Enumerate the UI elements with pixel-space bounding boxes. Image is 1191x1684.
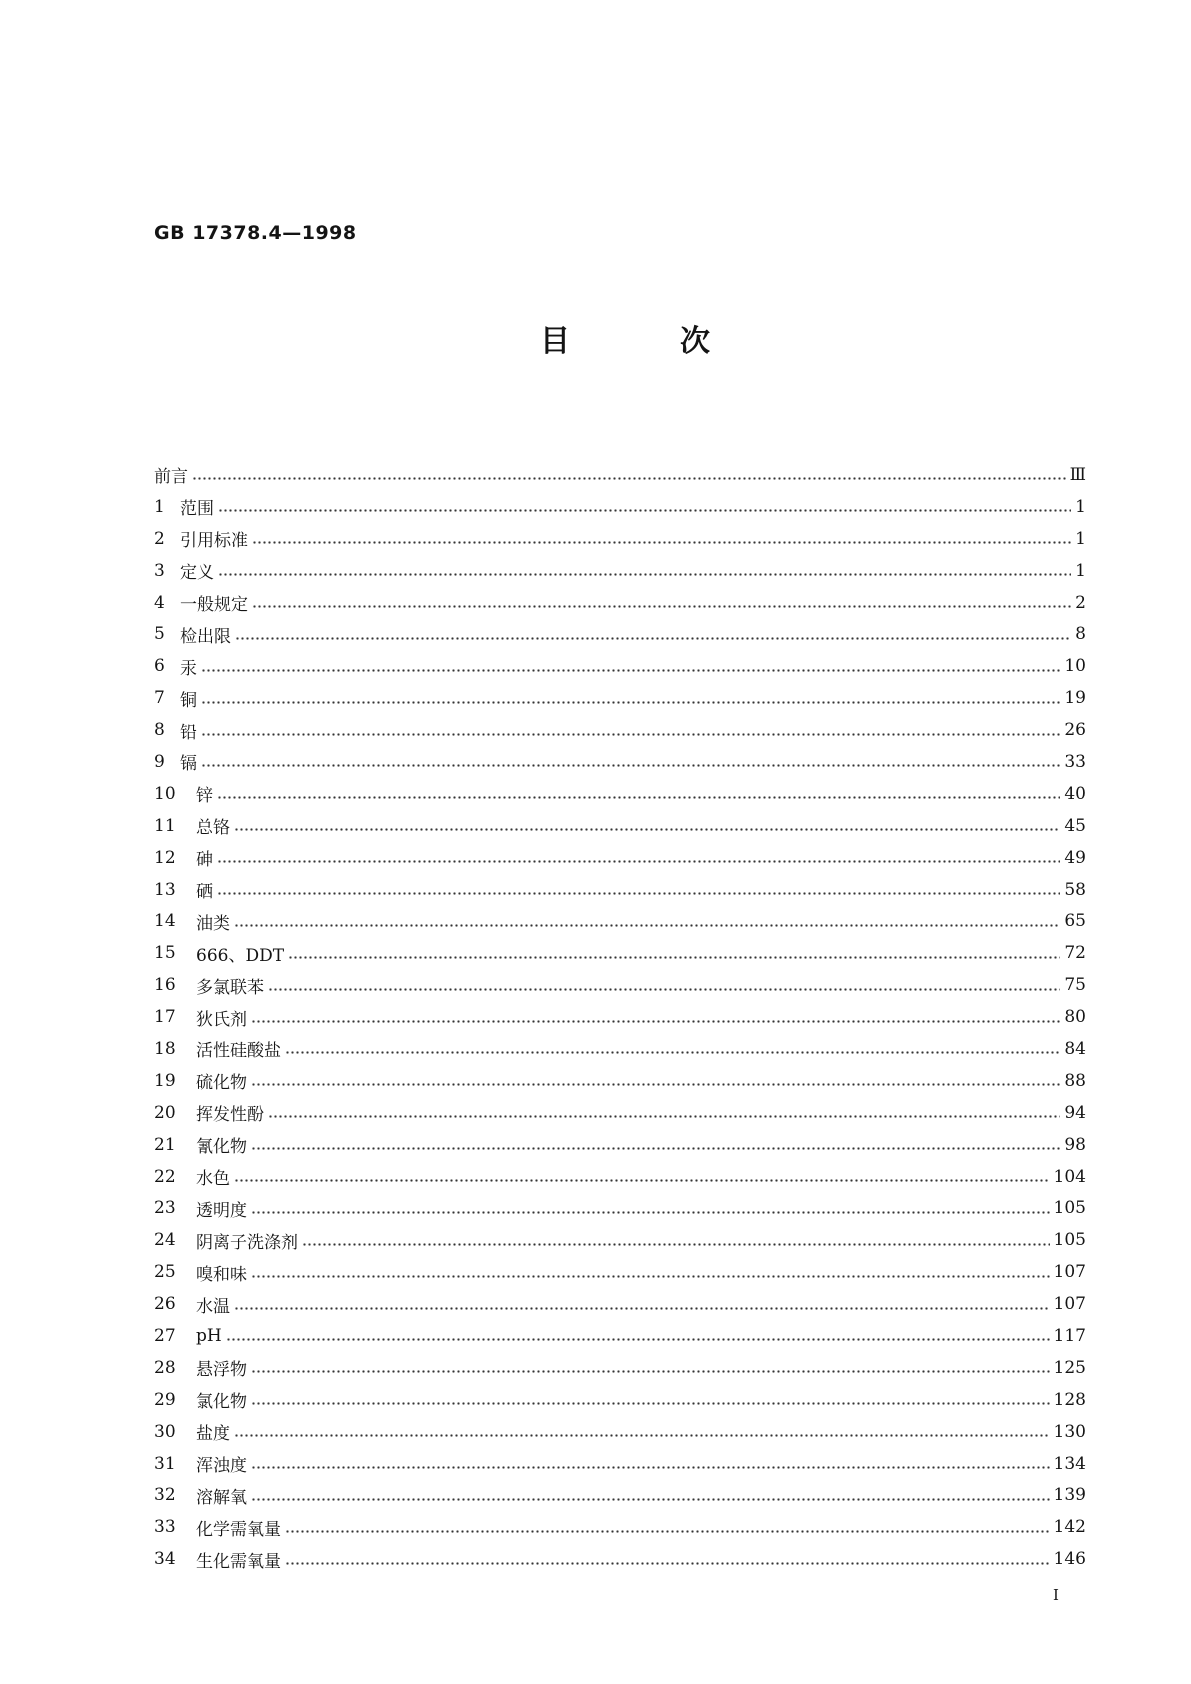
page-title xyxy=(540,316,710,360)
toc-entry-number: 18 xyxy=(154,1038,176,1059)
toc-entry-label: 前言 xyxy=(154,467,188,488)
toc-entry-number: 27 xyxy=(154,1325,176,1346)
dot-leader xyxy=(226,1338,1050,1341)
toc-entry[interactable] xyxy=(154,1352,1086,1384)
toc-entry-number: 34 xyxy=(154,1549,176,1570)
toc-entry-number: 14 xyxy=(154,911,176,932)
toc-entry[interactable] xyxy=(154,1065,1086,1097)
toc-entry[interactable] xyxy=(154,1192,1086,1224)
dot-leader xyxy=(234,924,1060,927)
dot-leader xyxy=(268,1115,1060,1118)
toc-entry-label: 总铬 xyxy=(196,818,230,839)
toc-entry-page: 49 xyxy=(1064,847,1086,868)
toc-entry-label: 镉 xyxy=(180,754,197,775)
toc-entry-page: 117 xyxy=(1053,1325,1086,1346)
toc-entry-page: 72 xyxy=(1064,943,1086,964)
dot-leader xyxy=(218,509,1071,512)
toc-entry[interactable] xyxy=(154,1384,1086,1416)
toc-entry[interactable] xyxy=(154,618,1086,650)
toc-entry[interactable] xyxy=(154,1097,1086,1129)
dot-leader xyxy=(302,1243,1050,1246)
toc-entry[interactable] xyxy=(154,1288,1086,1320)
dot-leader xyxy=(285,1530,1050,1533)
page-number: I xyxy=(1053,1586,1059,1604)
toc-entry-number: 32 xyxy=(154,1485,176,1506)
toc-entry-label: 水色 xyxy=(196,1169,230,1190)
toc-entry-number: 4 xyxy=(154,592,165,613)
toc-entry[interactable] xyxy=(154,1256,1086,1288)
toc-entry-label: 挥发性酚 xyxy=(196,1105,264,1126)
dot-leader xyxy=(235,637,1071,640)
toc-entry[interactable] xyxy=(154,1448,1086,1480)
toc-entry-page: 33 xyxy=(1064,751,1086,772)
toc-entry-label: 氯化物 xyxy=(196,1392,247,1413)
toc-entry-label: 定义 xyxy=(180,563,214,584)
toc-entry-number: 3 xyxy=(154,560,165,581)
toc-entry[interactable] xyxy=(154,1001,1086,1033)
toc-entry-page: 84 xyxy=(1064,1038,1086,1059)
toc-entry-number: 22 xyxy=(154,1166,176,1187)
toc-entry-label: 范围 xyxy=(180,499,214,520)
toc-entry-page: 142 xyxy=(1053,1517,1086,1538)
toc-entry[interactable] xyxy=(154,874,1086,906)
toc-entry[interactable] xyxy=(154,1033,1086,1065)
toc-entry[interactable] xyxy=(154,778,1086,810)
toc-entry-page: 130 xyxy=(1053,1421,1086,1442)
dot-leader xyxy=(234,828,1060,831)
toc-entry-label: 汞 xyxy=(180,658,197,679)
toc-entry[interactable] xyxy=(154,905,1086,937)
toc-entry-label: 水温 xyxy=(196,1296,230,1317)
toc-entry-page: 1 xyxy=(1075,528,1086,549)
toc-entry-number: 33 xyxy=(154,1517,176,1538)
toc-entry-number: 21 xyxy=(154,1134,176,1155)
dot-leader xyxy=(217,860,1060,863)
toc-entry-number: 6 xyxy=(154,656,165,677)
toc-entry-label: 铅 xyxy=(180,722,197,743)
toc-entry[interactable] xyxy=(154,650,1086,682)
toc-entry-number: 11 xyxy=(154,815,176,836)
toc-entry-page: 107 xyxy=(1053,1262,1086,1283)
toc-entry-number: 2 xyxy=(154,528,165,549)
dot-leader xyxy=(234,1307,1050,1310)
toc-entry[interactable] xyxy=(154,969,1086,1001)
toc-entry-page: 40 xyxy=(1064,783,1086,804)
toc-entry-label: 狄氏剂 xyxy=(196,1009,247,1030)
toc-entry-label: 浑浊度 xyxy=(196,1456,247,1477)
toc-entry[interactable] xyxy=(154,810,1086,842)
toc-entry[interactable] xyxy=(154,555,1086,587)
toc-entry-page: 105 xyxy=(1053,1198,1086,1219)
toc-entry-number: 31 xyxy=(154,1453,176,1474)
toc-entry-page: Ⅲ xyxy=(1069,464,1086,485)
toc-entry-label: 透明度 xyxy=(196,1200,247,1221)
toc-entry-number: 1 xyxy=(154,496,165,517)
toc-entry-label: pH xyxy=(196,1325,222,1346)
toc-entry-label: 引用标准 xyxy=(180,531,248,552)
standard-number: GB 17378.4—1998 xyxy=(154,222,357,244)
toc-entry-label: 溶解氧 xyxy=(196,1487,247,1508)
toc-entry-label: 铜 xyxy=(180,690,197,711)
toc-entry-page: 80 xyxy=(1064,1007,1086,1028)
toc-entry-number: 9 xyxy=(154,751,165,772)
toc-entry[interactable] xyxy=(154,1511,1086,1543)
toc-entry-number: 30 xyxy=(154,1421,176,1442)
toc-entry-number: 28 xyxy=(154,1357,176,1378)
toc-entry-label: 多氯联苯 xyxy=(196,977,264,998)
toc-entry[interactable] xyxy=(154,491,1086,523)
dot-leader xyxy=(251,1020,1060,1023)
dot-leader xyxy=(251,1147,1060,1150)
toc-entry[interactable] xyxy=(154,1320,1086,1352)
toc-entry-label: 一般规定 xyxy=(180,595,248,615)
toc-entry-page: 2 xyxy=(1075,592,1086,613)
toc-entry-label: 阴离子洗涤剂 xyxy=(196,1232,298,1253)
toc-entry-page: 94 xyxy=(1064,1102,1086,1123)
toc-entry[interactable] xyxy=(154,1129,1086,1161)
toc-entry-label: 油类 xyxy=(196,913,230,934)
toc-entry[interactable] xyxy=(154,1416,1086,1448)
toc-entry[interactable] xyxy=(154,842,1086,874)
toc-entry-label: 盐度 xyxy=(196,1424,230,1445)
toc-entry-number: 10 xyxy=(154,783,176,804)
dot-leader xyxy=(251,1402,1050,1405)
table-of-contents xyxy=(154,459,1086,1575)
dot-leader xyxy=(251,1466,1050,1469)
toc-entry-number: 24 xyxy=(154,1230,176,1251)
dot-leader xyxy=(251,1083,1060,1086)
toc-entry-number: 25 xyxy=(154,1262,176,1283)
toc-entry[interactable] xyxy=(154,1480,1086,1512)
toc-entry[interactable] xyxy=(154,523,1086,555)
toc-entry-number: 8 xyxy=(154,720,165,741)
toc-entry-label: 砷 xyxy=(196,850,213,871)
title-char-2: 次 xyxy=(680,324,710,359)
toc-entry-page: 104 xyxy=(1053,1166,1086,1187)
dot-leader xyxy=(285,1051,1060,1054)
toc-entry-label: 嗅和味 xyxy=(196,1264,247,1285)
dot-leader xyxy=(218,573,1071,576)
dot-leader xyxy=(251,1275,1050,1278)
dot-leader xyxy=(268,988,1060,991)
toc-entry-page: 8 xyxy=(1075,624,1086,645)
toc-entry-label: 活性硅酸盐 xyxy=(196,1041,281,1062)
toc-entry-page: 26 xyxy=(1064,720,1086,741)
dot-leader xyxy=(288,956,1060,959)
toc-entry-page: 65 xyxy=(1064,911,1086,932)
dot-leader xyxy=(201,764,1060,767)
dot-leader xyxy=(192,477,1066,480)
toc-entry[interactable] xyxy=(154,1543,1086,1575)
toc-entry-number: 26 xyxy=(154,1294,176,1315)
title-char-1: 目 xyxy=(540,324,570,359)
dot-leader xyxy=(201,733,1060,736)
toc-entry-page: 10 xyxy=(1064,656,1086,677)
toc-entry[interactable] xyxy=(154,1224,1086,1256)
dot-leader xyxy=(251,1498,1050,1501)
toc-entry[interactable] xyxy=(154,746,1086,778)
toc-entry-page: 45 xyxy=(1064,815,1086,836)
toc-entry-number: 19 xyxy=(154,1070,176,1091)
toc-entry-page: 128 xyxy=(1053,1389,1086,1410)
toc-entry-page: 105 xyxy=(1053,1230,1086,1251)
toc-entry-number: 12 xyxy=(154,847,176,868)
toc-entry-page: 75 xyxy=(1064,975,1086,996)
dot-leader xyxy=(201,669,1060,672)
toc-entry-page: 107 xyxy=(1053,1294,1086,1315)
toc-entry-label: 氰化物 xyxy=(196,1137,247,1158)
toc-entry[interactable] xyxy=(154,459,1086,491)
toc-entry-label: 检出限 xyxy=(180,626,231,647)
toc-entry-page: 88 xyxy=(1064,1070,1086,1091)
toc-entry-number: 20 xyxy=(154,1102,176,1123)
toc-entry-label: 生化需氧量 xyxy=(196,1551,281,1572)
toc-entry-page: 19 xyxy=(1064,688,1086,709)
toc-entry[interactable] xyxy=(154,682,1086,714)
toc-entry-label: 悬浮物 xyxy=(196,1360,247,1381)
dot-leader xyxy=(201,701,1060,704)
dot-leader xyxy=(234,1434,1050,1437)
toc-entry-page: 134 xyxy=(1053,1453,1086,1474)
toc-entry[interactable] xyxy=(154,937,1086,969)
toc-entry-number: 13 xyxy=(154,879,176,900)
toc-entry-number: 17 xyxy=(154,1007,176,1028)
toc-entry[interactable] xyxy=(154,587,1086,619)
toc-entry-label: 锌 xyxy=(196,786,213,807)
toc-entry-label: 硒 xyxy=(196,882,213,903)
toc-entry-number: 15 xyxy=(154,943,176,964)
toc-entry-number: 5 xyxy=(154,624,165,645)
toc-entry-page: 58 xyxy=(1064,879,1086,900)
dot-leader xyxy=(251,1370,1050,1373)
dot-leader xyxy=(234,1179,1050,1182)
dot-leader xyxy=(217,796,1060,799)
toc-entry-number: 7 xyxy=(154,688,165,709)
toc-entry-page: 125 xyxy=(1053,1357,1086,1378)
toc-entry-page: 1 xyxy=(1075,496,1086,517)
toc-entry-label: 666、DDT xyxy=(196,945,285,966)
toc-entry-page: 1 xyxy=(1075,560,1086,581)
toc-entry-page: 146 xyxy=(1053,1549,1086,1570)
toc-entry-label: 化学需氧量 xyxy=(196,1519,281,1540)
toc-entry-label: 硫化物 xyxy=(196,1073,247,1094)
toc-entry-number: 16 xyxy=(154,975,176,996)
toc-entry[interactable] xyxy=(154,1161,1086,1193)
dot-leader xyxy=(251,1211,1050,1214)
dot-leader xyxy=(285,1562,1050,1565)
dot-leader xyxy=(252,541,1071,544)
toc-entry-number: 23 xyxy=(154,1198,176,1219)
dot-leader xyxy=(217,892,1060,895)
toc-entry-number: 29 xyxy=(154,1389,176,1410)
dot-leader xyxy=(252,605,1071,608)
toc-entry-page: 98 xyxy=(1064,1134,1086,1155)
toc-entry-page: 139 xyxy=(1053,1485,1086,1506)
toc-entry[interactable] xyxy=(154,714,1086,746)
